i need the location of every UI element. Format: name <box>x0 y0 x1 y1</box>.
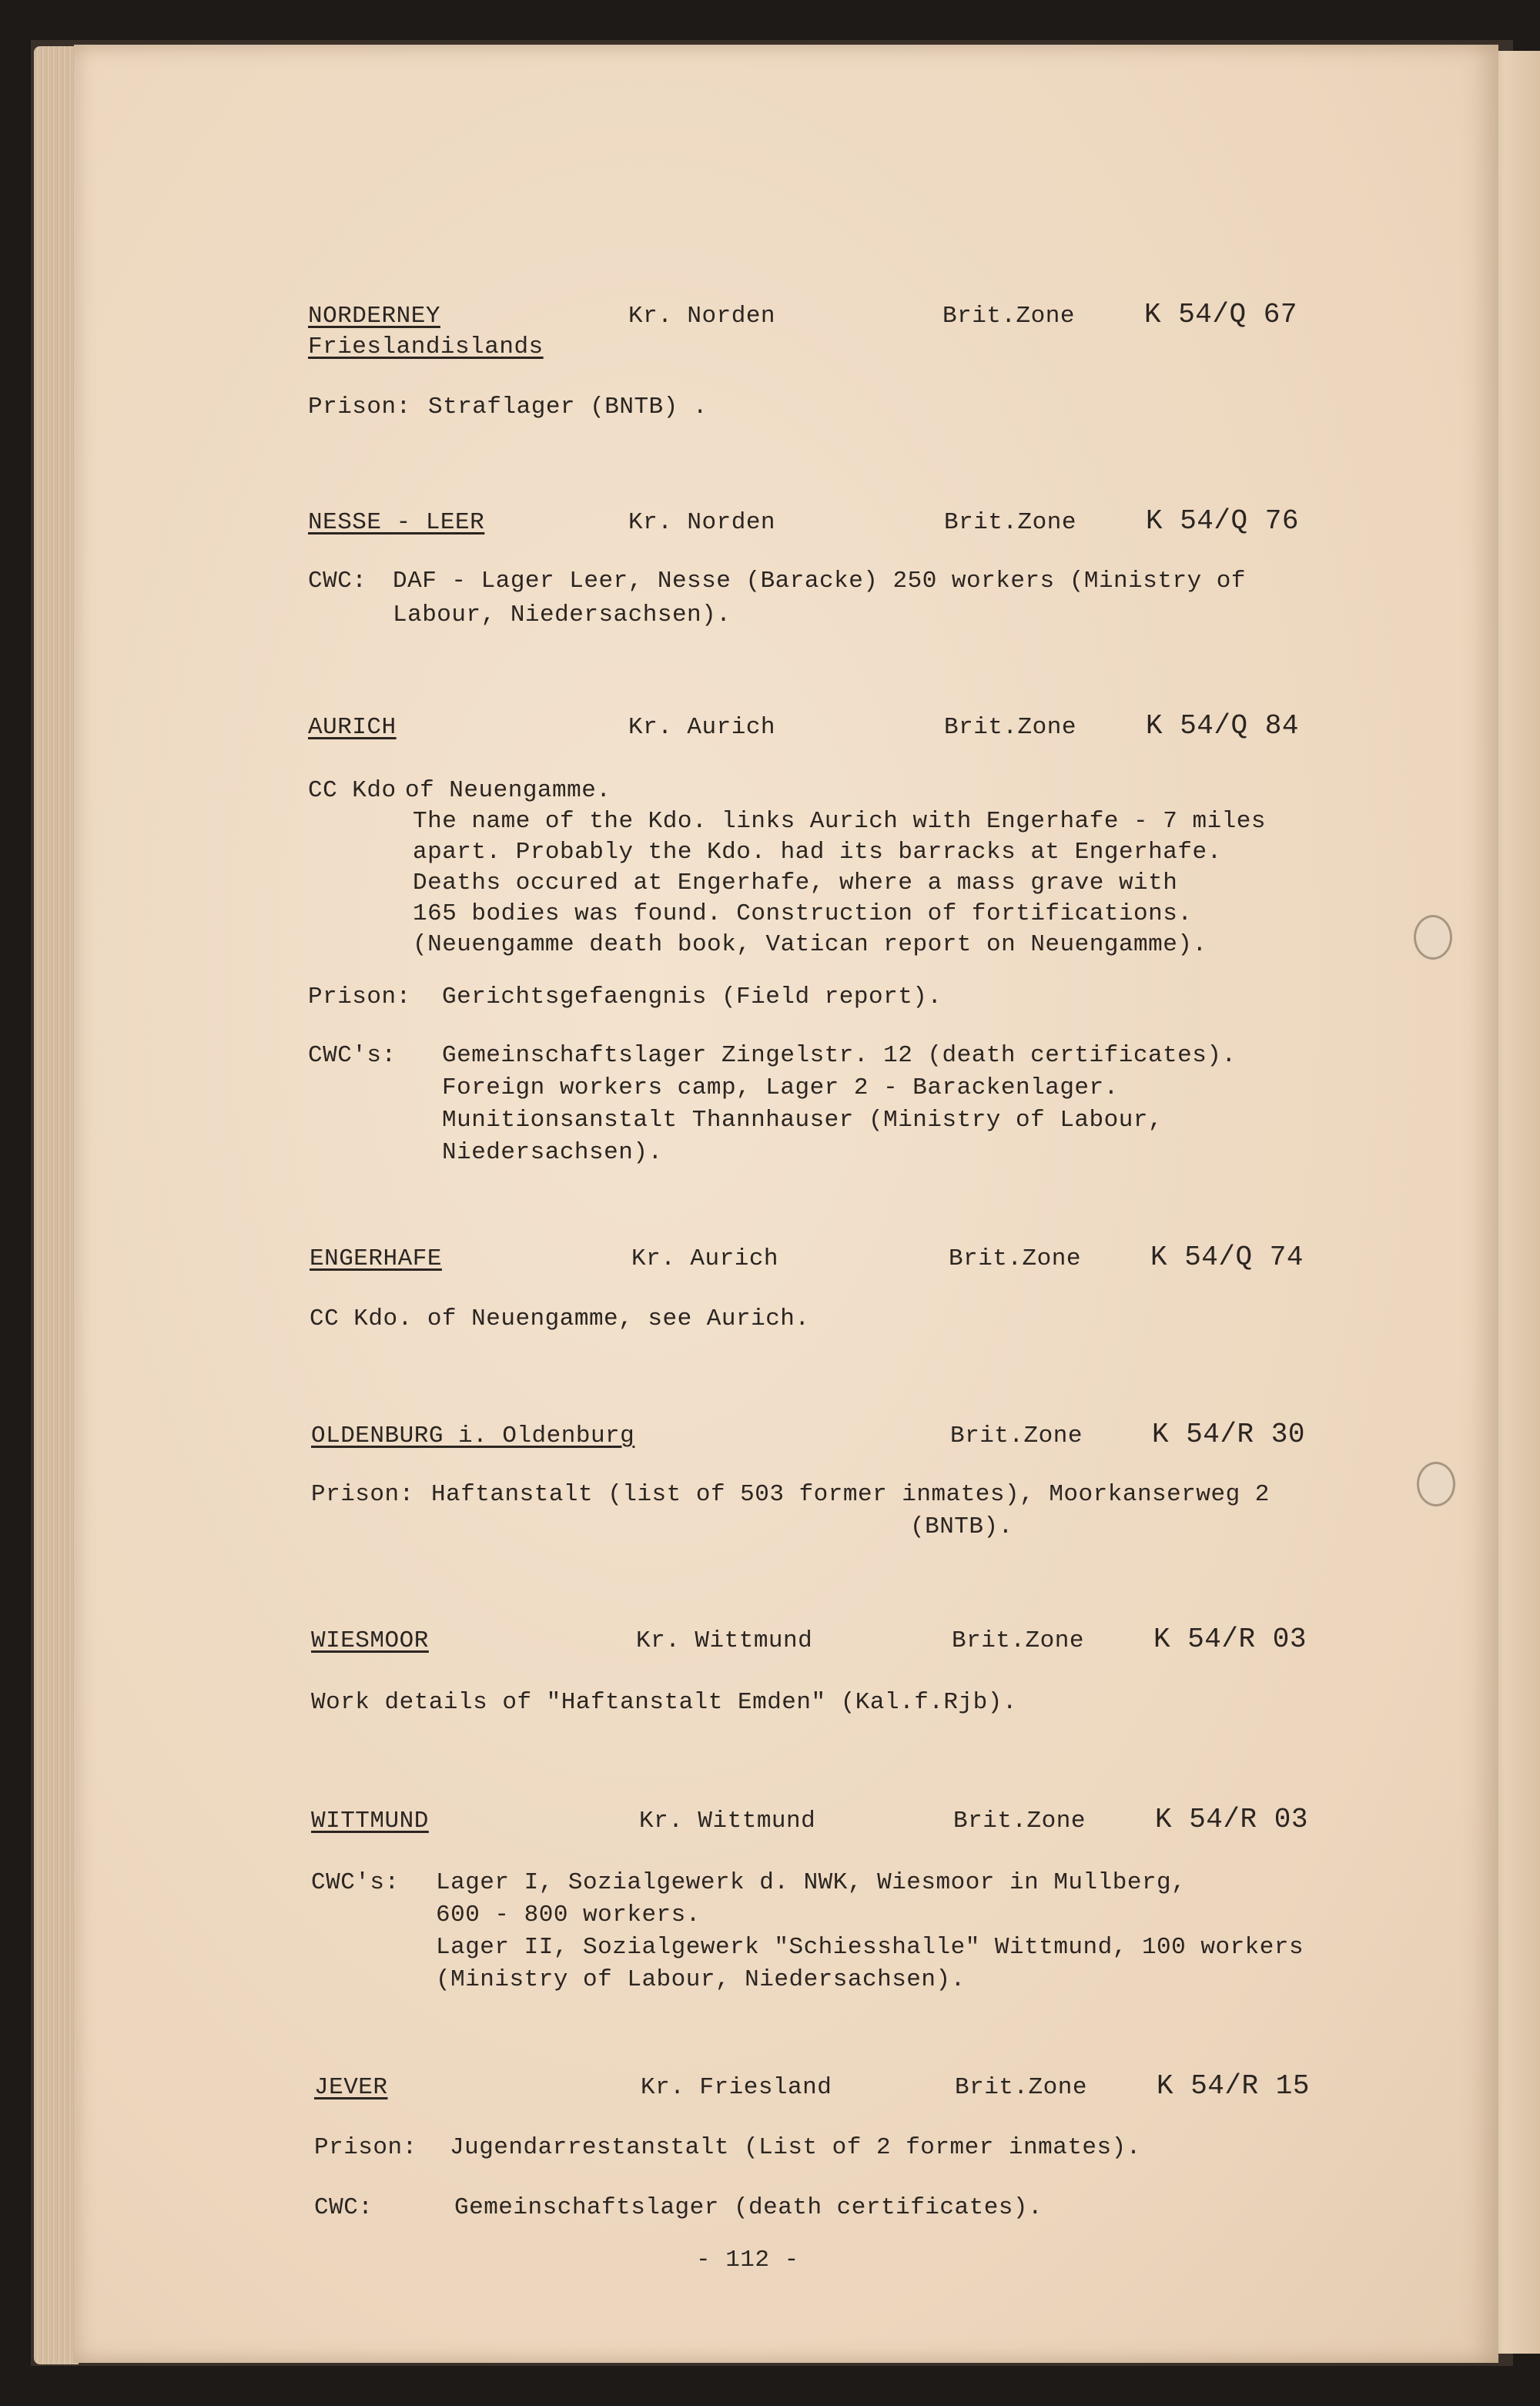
entry-text: CC Kdo. of Neuengamme, see Aurich. <box>310 1305 810 1332</box>
entry-ref: K 54/Q 76 <box>1146 505 1299 537</box>
entry-text: Lager I, Sozialgewerk d. NWK, Wiesmoor in Mullberg, <box>436 1869 1187 1896</box>
entry-place: NORDERNEY <box>308 303 440 330</box>
entry-text: (BNTB). <box>910 1513 1013 1540</box>
entry-text: of Neuengamme. <box>405 777 611 804</box>
entry-kreis: Kr. Wittmund <box>636 1627 813 1654</box>
entry-text: Gerichtsgefaengnis (Field report). <box>442 984 942 1010</box>
entry-label: CWC: <box>308 568 367 595</box>
entry-text: Gemeinschaftslager (death certificates). <box>454 2194 1043 2221</box>
entry-zone: Brit.Zone <box>950 1422 1083 1449</box>
entry-place: WITTMUND <box>311 1808 429 1835</box>
entry-text: apart. Probably the Kdo. had its barracks at Engerhafe. <box>413 839 1222 866</box>
entry-place: WIESMOOR <box>311 1627 429 1654</box>
entry-zone: Brit.Zone <box>955 2074 1087 2101</box>
entry-ref: K 54/R 30 <box>1152 1419 1305 1450</box>
entry-text: Gemeinschaftslager Zingelstr. 12 (death certificates). <box>442 1042 1237 1069</box>
entry-text: (Ministry of Labour, Niedersachsen). <box>436 1966 966 1993</box>
entry-kreis: Kr. Friesland <box>641 2074 832 2101</box>
page-edges <box>34 46 79 2364</box>
entry-zone: Brit.Zone <box>953 1808 1086 1835</box>
entry-zone: Brit.Zone <box>944 714 1076 741</box>
entry-text: Deaths occured at Engerhafe, where a mass grave with <box>413 870 1178 896</box>
page-number: - 112 - <box>696 2247 799 2274</box>
entry-place-sub: Frieslandislands <box>308 333 544 360</box>
document-page <box>74 45 1498 2363</box>
entry-text: The name of the Kdo. links Aurich with Engerhafe - 7 miles <box>413 808 1266 835</box>
entry-kreis: Kr. Norden <box>628 509 776 536</box>
punch-hole <box>1414 915 1452 960</box>
entry-text: 165 bodies was found. Construction of fortifications. <box>413 900 1193 927</box>
entry-place: AURICH <box>308 714 397 741</box>
entry-text: (Neuengamme death book, Vatican report on Neuengamme). <box>413 931 1207 958</box>
entry-ref: K 54/Q 74 <box>1150 1242 1304 1273</box>
entry-label: CWC's: <box>311 1869 400 1896</box>
entry-text: Foreign workers camp, Lager 2 - Barackenlager. <box>442 1074 1119 1101</box>
entry-text: Labour, Niedersachsen). <box>393 602 732 628</box>
entry-label: CWC: <box>314 2194 373 2221</box>
entry-text: Straflager (BNTB) . <box>428 394 708 421</box>
entry-kreis: Kr. Norden <box>628 303 776 330</box>
entry-kreis: Kr. Wittmund <box>639 1808 816 1835</box>
entry-text: Lager II, Sozialgewerk "Schiesshalle" Wittmund, 100 workers <box>436 1934 1304 1961</box>
entry-label: CC Kdo <box>308 777 397 804</box>
entry-text: Haftanstalt (list of 503 former inmates), Moorkanserweg 2 <box>431 1481 1270 1508</box>
entry-place: OLDENBURG i. Oldenburg <box>311 1422 635 1449</box>
entry-text: Niedersachsen). <box>442 1139 663 1166</box>
entry-text: Munitionsanstalt Thannhauser (Ministry of Labour, <box>442 1107 1163 1134</box>
entry-zone: Brit.Zone <box>952 1627 1084 1654</box>
entry-text: DAF - Lager Leer, Nesse (Baracke) 250 workers (Ministry of <box>393 568 1246 595</box>
entry-kreis: Kr. Aurich <box>631 1245 779 1272</box>
entry-ref: K 54/Q 67 <box>1144 299 1297 330</box>
entry-label: CWC's: <box>308 1042 397 1069</box>
entry-text: Jugendarrestanstalt (List of 2 former inmates). <box>450 2134 1141 2161</box>
entry-label: Prison: <box>311 1481 414 1508</box>
entry-place: JEVER <box>314 2074 388 2101</box>
entry-ref: K 54/R 03 <box>1153 1624 1307 1655</box>
entry-label: Prison: <box>308 394 411 421</box>
entry-text: Work details of "Haftanstalt Emden" (Kal.f.Rjb). <box>311 1689 1017 1716</box>
entry-ref: K 54/R 03 <box>1155 1804 1308 1835</box>
entry-label: Prison: <box>308 984 411 1010</box>
entry-ref: K 54/Q 84 <box>1146 710 1299 742</box>
entry-text: 600 - 800 workers. <box>436 1902 701 1928</box>
entry-zone: Brit.Zone <box>942 303 1075 330</box>
entry-kreis: Kr. Aurich <box>628 714 776 741</box>
entry-label: Prison: <box>314 2134 417 2161</box>
entry-place: NESSE - LEER <box>308 509 485 536</box>
entry-zone: Brit.Zone <box>944 509 1076 536</box>
entry-zone: Brit.Zone <box>949 1245 1081 1272</box>
entry-place: ENGERHAFE <box>310 1245 442 1272</box>
entry-ref: K 54/R 15 <box>1157 2070 1310 2102</box>
punch-hole <box>1417 1462 1455 1506</box>
